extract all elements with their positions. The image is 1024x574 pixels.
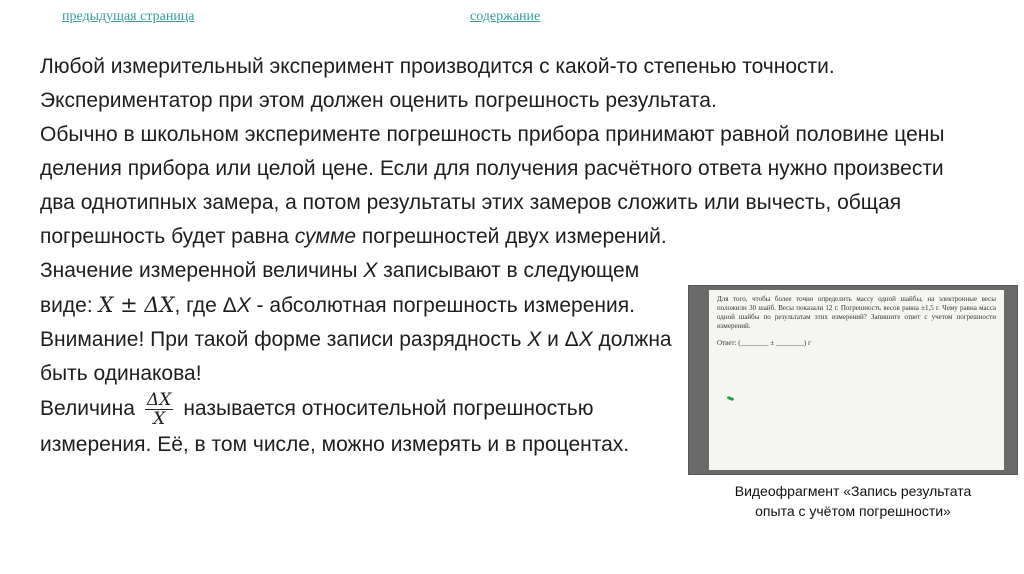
contents-link[interactable]: содержание (470, 9, 541, 24)
p4-text-b: и Δ (541, 328, 579, 351)
p4-text-c: должна быть одинакова! (40, 328, 672, 385)
p3-text-c: , где Δ (174, 294, 237, 317)
p4-text-a: Внимание! При такой форме записи разрядность (40, 328, 528, 351)
p4-var2: X (578, 328, 593, 351)
video-caption-line2: опыта с учётом погрешности» (755, 503, 951, 519)
p5-text-a: Величина (40, 397, 135, 421)
prev-page-link[interactable]: предыдущая страница (62, 9, 195, 24)
fraction-relative-error (145, 391, 173, 428)
video-answer-line: Ответ: (________ ± ________) г (717, 339, 811, 347)
p3-text-b: записывают в следующем виде: (40, 259, 640, 317)
paragraph-warning (8, 323, 680, 391)
paragraph-relative (8, 391, 680, 462)
video-task-text: Для того, чтобы более точно определить массу одной шайбы, на электронные весы положили 30 шайб. Весы показали 12 г. Погрешность весов равна ±1,5 г. Чему равна масса одной шайбы по результатам этих измерений? Запишите ответ с учетом погрешности измерений. (717, 295, 996, 330)
p2-text-before: Обычно в школьном эксперименте погрешность прибора принимают равной половине цены деления прибора или целой цене. Если для получения расчётного ответа нужно произвести два однотипных замера, а потом результаты этих замеров сложить или вычесть, общая погрешность будет равна (40, 123, 945, 248)
fraction-numerator: ΔX (146, 390, 172, 410)
p3-text-a: Значение измеренной величины (40, 259, 364, 282)
pen-cursor-mark (727, 396, 735, 401)
p4-var1: X (527, 328, 542, 351)
p3-text-d: - абсолютная погрешность измерения. (250, 294, 635, 317)
fraction-denominator: X (153, 409, 166, 429)
video-screen (709, 290, 1004, 470)
p3-var2: X (236, 294, 251, 317)
paragraph-error-sum (8, 118, 968, 254)
paragraph-notation (8, 254, 680, 323)
formula-x-pm-dx: X ± ΔX (98, 293, 175, 317)
p5-text-b: называется относительной погрешностью измерения. Её, в том числе, можно измерять и в процентах. (40, 397, 630, 456)
p2-emphasis: сумме (294, 225, 357, 248)
p2-text-after: погрешностей двух измерений. (356, 225, 667, 248)
paragraph-intro: Любой измерительный эксперимент производится с какой-то степенью точности. Экспериментатор при этом должен оценить погрешность результата. (40, 55, 835, 112)
video-player[interactable] (688, 285, 1018, 475)
p3-var: X (363, 259, 378, 282)
video-caption-line1: Видеофрагмент «Запись результата (734, 483, 972, 499)
video-caption (682, 481, 1024, 521)
